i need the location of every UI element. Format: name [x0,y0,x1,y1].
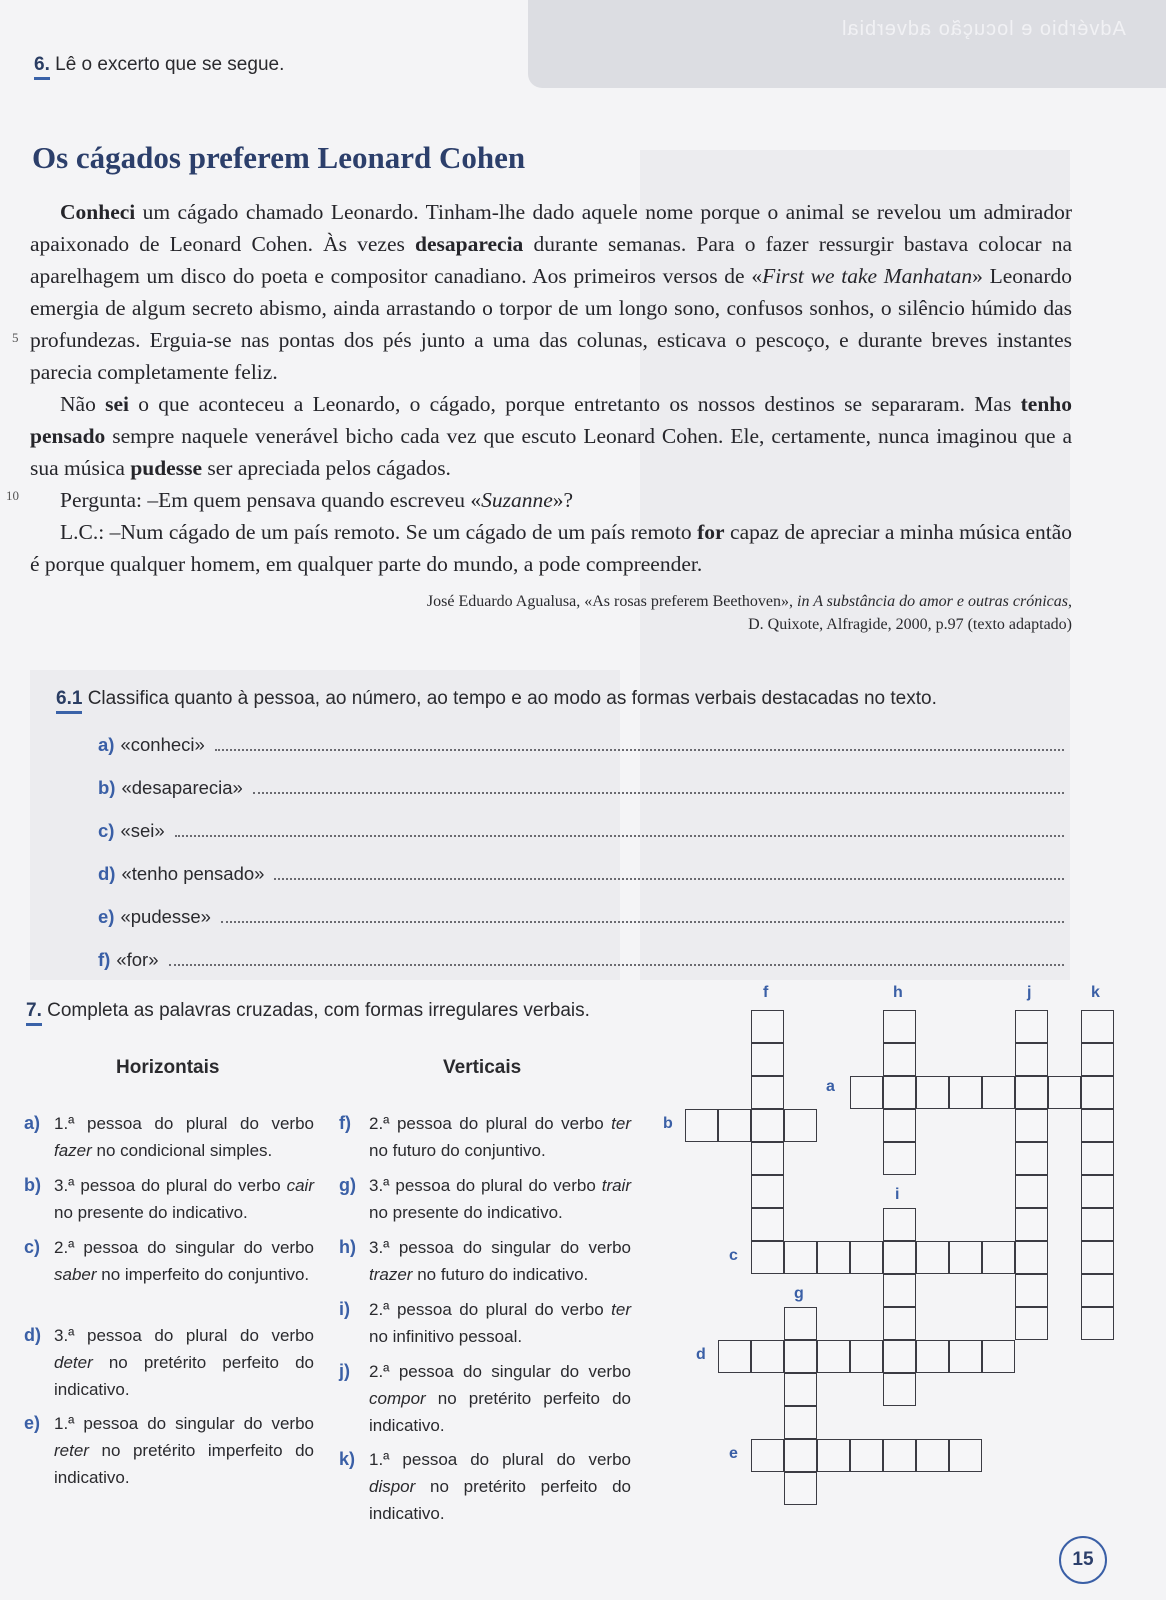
question-number: 6. [34,54,50,75]
text-run: Pergunta: –Em quem pensava quando escreveu « [60,488,482,512]
crossword-cell[interactable] [1015,1109,1048,1142]
clue-verb: trair [601,1176,631,1195]
crossword-label: j [1027,984,1032,1001]
clue-text-run: 2.ª pessoa do plural do verbo [369,1300,612,1319]
crossword-cell[interactable] [982,1076,1015,1109]
clue-text-run: 3.ª pessoa do plural do verbo [54,1176,287,1195]
clue-text-run: no futuro do indicativo. [412,1265,589,1284]
crossword-cell[interactable] [1081,1241,1114,1274]
crossword-label: b [663,1115,673,1132]
answer-line[interactable] [175,835,1064,837]
clue-text [369,1446,631,1527]
crossword-cell[interactable] [883,1241,916,1274]
header-bar-text: Advérbio e locução adverbial [841,18,1126,40]
answer-row [98,728,1064,756]
answer-label: a) [98,734,115,755]
crossword-cell[interactable] [916,1439,949,1472]
crossword-label: i [895,1186,900,1203]
crossword-cell[interactable] [751,1241,784,1274]
clue-vertical [339,1296,631,1350]
crossword-cell[interactable] [817,1241,850,1274]
clue-text [54,1110,314,1164]
clue-text-run: no pretérito perfeito do indicativo. [369,1389,631,1435]
clue-text-run: no infinitivo pessoal. [369,1327,523,1346]
question-6-1 [56,688,937,710]
clue-vertical [339,1358,631,1439]
crossword-cell[interactable] [883,1307,916,1340]
source-citation [427,590,1072,636]
crossword-cell[interactable] [982,1340,1015,1373]
crossword-label: f [763,984,769,1001]
crossword-cell[interactable] [1081,1142,1114,1175]
answer-label: b) [98,777,116,798]
answer-line[interactable] [221,921,1064,923]
text-run: um cágado chamado Leonardo. Tinham-lhe dado aquele nome porque o animal se revelou um admirador apaixonado de Leonard Cohen. Às vezes [30,200,1072,256]
crossword-cell[interactable] [883,1109,916,1142]
clue-text-run: 1.ª pessoa do singular do verbo [54,1414,314,1433]
clue-verb: saber [54,1265,97,1284]
line-number: 10 [6,488,19,503]
crossword-cell[interactable] [949,1076,982,1109]
crossword-cell[interactable] [718,1340,751,1373]
crossword-cell[interactable] [751,1340,784,1373]
crossword-cell[interactable] [1015,1043,1048,1076]
clue-letter: g) [339,1175,356,1195]
crossword-cell[interactable] [784,1109,817,1142]
crossword-cell[interactable] [883,1274,916,1307]
crossword-label: e [729,1445,738,1462]
clue-verb: ter [611,1114,631,1133]
clue-horizontal [24,1172,314,1226]
crossword-cell[interactable] [751,1043,784,1076]
text-run: capaz de apreciar a minha música então é porque qualquer homem, em qualquer parte do mundo, a pode compreender. [30,520,1073,576]
crossword-cell[interactable] [883,1439,916,1472]
clue-text-run: no imperfeito do conjuntivo. [96,1265,310,1284]
horizontal-heading: Horizontais [116,1057,220,1078]
clue-letter: i) [339,1299,350,1319]
clue-text [54,1410,314,1491]
crossword-label: a [826,1078,835,1095]
clue-verb: dispor [369,1477,416,1496]
citation-line-1 [427,590,1072,613]
crossword-cell[interactable] [916,1340,949,1373]
crossword-cell[interactable] [883,1010,916,1043]
crossword-cell[interactable] [949,1340,982,1373]
crossword-cell[interactable] [817,1340,850,1373]
line-number: 5 [12,330,19,345]
crossword-cell[interactable] [883,1340,916,1373]
text-run: Não [60,392,106,416]
text-run: » Leonardo emergia de algum secreto abismo, ainda arrastando o torpor de um longo sono, confusos sonhos, o silêncio húmido das profundezas. Erguia-se nas pontas dos pés junto a uma das colunas, esticava o pescoço, e durante breves instantes parecia completamente feliz. [30,264,1072,384]
crossword-label: d [696,1346,706,1363]
answer-row [98,771,1064,799]
crossword-cell[interactable] [883,1373,916,1406]
question-text: Lê o excerto que se segue. [55,54,285,75]
paragraph-4 [30,516,1072,580]
answer-label: d) [98,863,116,884]
highlighted-verb: pudesse [130,456,203,480]
crossword-cell[interactable] [1081,1109,1114,1142]
clue-text [54,1234,314,1288]
question-text: Classifica quanto à pessoa, ao número, ao tempo e ao modo as formas verbais destacadas no texto. [87,688,937,709]
crossword-cell[interactable] [916,1076,949,1109]
question-text: Completa as palavras cruzadas, com formas irregulares verbais. [47,1000,590,1021]
crossword-cell[interactable] [949,1241,982,1274]
crossword-cell[interactable] [1081,1175,1114,1208]
crossword-cell[interactable] [949,1439,982,1472]
paragraph-3 [30,484,1072,516]
clue-text-run: no futuro do conjuntivo. [369,1141,546,1160]
answer-label: e) [98,906,115,927]
paragraph-1 [30,196,1072,388]
clue-verb: trazer [369,1265,413,1284]
crossword-cell[interactable] [751,1142,784,1175]
text-run: o que aconteceu a Leonardo, o cágado, porque entretanto os nossos destinos se separaram. Mas [128,392,1021,416]
text-run: »? [552,488,574,512]
citation-line-2: D. Quixote, Alfragide, 2000, p.97 (texto adaptado) [748,616,1072,633]
question-number: 6.1 [56,688,83,709]
answer-row [98,900,1064,928]
clue-vertical [339,1172,631,1226]
crossword-cell[interactable] [784,1472,817,1505]
crossword-cell[interactable] [751,1076,784,1109]
clue-text-run: no pretérito perfeito do indicativo. [54,1353,314,1399]
paragraph-2 [30,388,1072,484]
clue-vertical [339,1446,631,1527]
clue-text-run: no pretérito perfeito do indicativo. [369,1477,631,1523]
crossword-cell[interactable] [850,1076,883,1109]
clue-text [369,1296,631,1350]
clue-text-run: no presente do indicativo. [54,1203,248,1222]
crossword-cell[interactable] [850,1439,883,1472]
crossword-cell[interactable] [1081,1043,1114,1076]
question-7 [26,1000,590,1022]
crossword-cell[interactable] [1015,1076,1048,1109]
answer-line[interactable] [274,878,1064,880]
crossword-cell[interactable] [1015,1274,1048,1307]
crossword-cell[interactable] [1081,1274,1114,1307]
highlighted-verb: desaparecia [415,232,524,256]
crossword-label: h [893,984,903,1001]
excerpt-text [30,196,1072,580]
clue-vertical [339,1110,631,1164]
answer-verb: «sei» [120,820,165,841]
highlighted-verb: tenho pensado [30,392,1072,448]
crossword-cell[interactable] [883,1142,916,1175]
answer-verb: «pudesse» [120,906,211,927]
crossword-cell[interactable] [751,1439,784,1472]
crossword-cell[interactable] [751,1175,784,1208]
clue-vertical [339,1234,631,1288]
crossword-cell[interactable] [784,1406,817,1439]
crossword-cell[interactable] [685,1109,718,1142]
crossword-cell[interactable] [883,1043,916,1076]
answer-line[interactable] [215,749,1064,751]
clue-verb: compor [369,1389,426,1408]
answer-label: c) [98,820,115,841]
highlighted-verb: sei [105,392,129,416]
crossword-cell[interactable] [784,1340,817,1373]
clue-horizontal [24,1234,314,1288]
question-number: 7. [26,1000,42,1021]
question-6 [34,54,284,76]
crossword-cell[interactable] [1081,1010,1114,1043]
citation-author: José Eduardo Agualusa, «As rosas preferem Beethoven», [426,593,798,610]
clue-text-run: no pretérito imperfeito do indicativo. [54,1441,314,1487]
clue-horizontal [24,1110,314,1164]
clue-letter: k) [339,1449,356,1469]
clue-text [369,1172,631,1226]
crossword-cell[interactable] [1081,1307,1114,1340]
clue-letter: d) [24,1325,41,1345]
clue-text-run: 3.ª pessoa do plural do verbo [54,1326,314,1345]
clue-text-run: no presente do indicativo. [369,1203,563,1222]
crossword-cell[interactable] [784,1241,817,1274]
song-title: First we take Manhatan [762,264,973,288]
answer-row [98,943,1064,971]
clue-horizontal [24,1410,314,1491]
answer-row [98,857,1064,885]
answer-verb: «for» [116,949,159,970]
clue-text-run: 3.ª pessoa do singular do verbo [369,1238,631,1257]
crossword-cell[interactable] [784,1439,817,1472]
highlighted-verb: Conheci [60,200,136,224]
text-run: durante semanas. Para o fazer ressurgir bastava colocar na aparelhagem um disco do poeta e compositor canadiano. Aos primeiros versos de « [30,232,1073,288]
clue-text [54,1322,314,1403]
crossword-label: g [794,1285,804,1302]
crossword-cell[interactable] [850,1340,883,1373]
clue-verb: reter [54,1441,89,1460]
clue-text [369,1358,631,1439]
crossword-cell[interactable] [883,1076,916,1109]
header-bar [528,0,1166,88]
answer-line[interactable] [253,792,1064,794]
answer-verb: «desaparecia» [121,777,243,798]
clue-verb: cair [286,1176,314,1195]
clue-verb: fazer [54,1141,92,1160]
crossword-cell[interactable] [784,1373,817,1406]
crossword-label: c [729,1247,738,1264]
clue-letter: b) [24,1175,41,1195]
crossword-cell[interactable] [1015,1142,1048,1175]
answer-row [98,814,1064,842]
page-number: 15 [1059,1536,1107,1584]
clue-letter: c) [24,1237,41,1257]
crossword-cell[interactable] [850,1241,883,1274]
crossword-cell[interactable] [1048,1076,1081,1109]
clue-letter: e) [24,1413,41,1433]
clue-text [54,1172,314,1226]
citation-comma: , [1068,593,1072,610]
crossword-cell[interactable] [1015,1010,1048,1043]
crossword-cell[interactable] [751,1010,784,1043]
clue-text-run: 2.ª pessoa do plural do verbo [369,1114,612,1133]
crossword-cell[interactable] [817,1439,850,1472]
clue-text-run: 3.ª pessoa do plural do verbo [369,1176,602,1195]
crossword-cell[interactable] [1015,1241,1048,1274]
clue-text [369,1234,631,1288]
crossword-cell[interactable] [1015,1208,1048,1241]
crossword-cell[interactable] [1081,1208,1114,1241]
clue-text [369,1110,631,1164]
vertical-heading: Verticais [443,1057,522,1078]
song-title: Suzanne [481,488,553,512]
crossword-cell[interactable] [751,1208,784,1241]
clue-letter: f) [339,1113,351,1133]
answer-verb: «conheci» [120,734,205,755]
crossword-cell[interactable] [1015,1175,1048,1208]
clue-text-run: 1.ª pessoa do plural do verbo [369,1450,631,1469]
clue-verb: deter [54,1353,93,1372]
crossword-cell[interactable] [883,1208,916,1241]
clue-horizontal [24,1322,314,1403]
clue-text-run: 2.ª pessoa do singular do verbo [54,1238,314,1257]
answer-label: f) [98,949,111,970]
answer-verb: «tenho pensado» [121,863,265,884]
excerpt-title: Os cágados preferem Leonard Cohen [32,140,526,175]
crossword-cell[interactable] [982,1241,1015,1274]
crossword-cell[interactable] [1081,1076,1114,1109]
text-run: sempre naquele venerável bicho cada vez que escuto Leonard Cohen. Ele, certamente, nunca imaginou que a sua música [30,424,1072,480]
highlighted-verb: for [697,520,725,544]
text-run: ser apreciada pelos cágados. [202,456,451,480]
crossword-cell[interactable] [916,1241,949,1274]
citation-book: in A substância do amor e outras crónicas [797,593,1068,610]
answer-line[interactable] [169,964,1065,966]
crossword-cell[interactable] [1015,1307,1048,1340]
crossword-cell[interactable] [784,1307,817,1340]
crossword-cell[interactable] [718,1109,751,1142]
clue-letter: j) [339,1361,350,1381]
clue-text-run: 2.ª pessoa do singular do verbo [369,1362,631,1381]
clue-text-run: 1.ª pessoa do plural do verbo [54,1114,314,1133]
clue-verb: ter [611,1300,631,1319]
crossword-cell[interactable] [751,1109,784,1142]
clue-letter: h) [339,1237,356,1257]
clue-text-run: no condicional simples. [91,1141,273,1160]
crossword-label: k [1091,984,1100,1001]
text-run: L.C.: –Num cágado de um país remoto. Se um cágado de um país remoto [60,520,698,544]
clue-letter: a) [24,1113,41,1133]
